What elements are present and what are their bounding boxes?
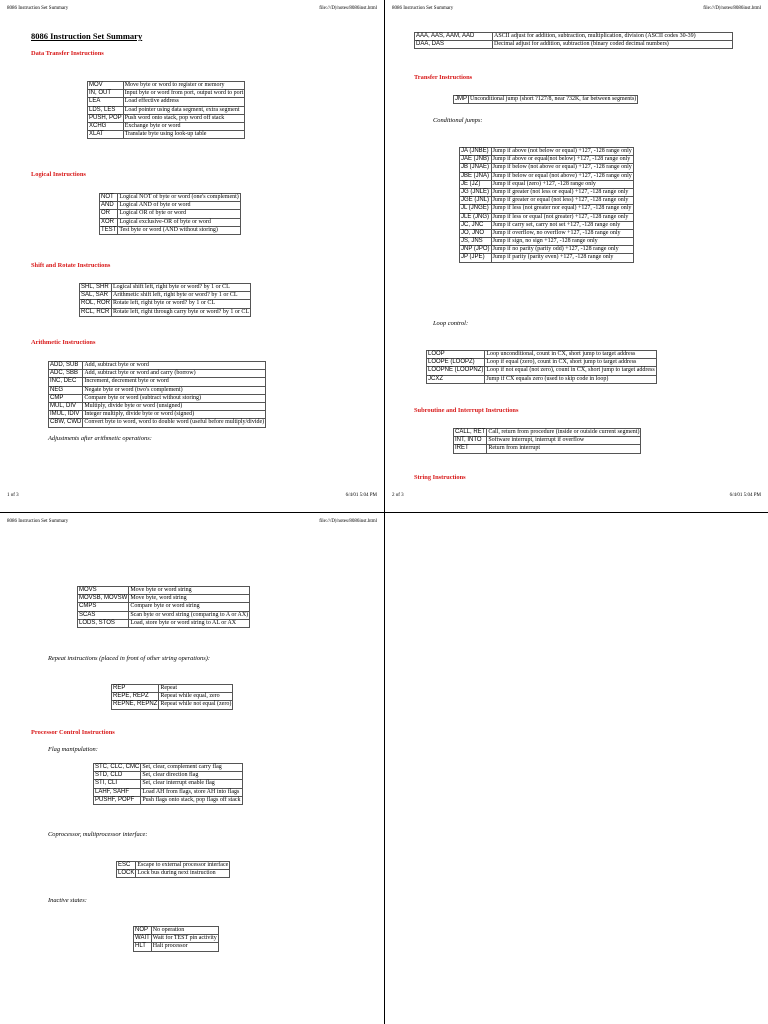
instruction-description: Test byte or word (AND without storing) — [118, 226, 240, 234]
table-row — [112, 701, 233, 709]
table-row — [415, 41, 733, 49]
instruction-mnemonic: NEG — [49, 386, 83, 394]
instruction-mnemonic: MOVS — [78, 587, 129, 595]
instruction-mnemonic: JG (JNLE) — [460, 188, 492, 196]
instruction-description: Jump if greater or equal (not less) +127, -128 range only — [491, 197, 633, 205]
table-row — [100, 210, 241, 218]
note-conditional: Conditional jumps: — [433, 117, 483, 124]
table-row — [94, 788, 243, 796]
table-row — [94, 764, 243, 772]
instruction-description: Negate byte or word (two's complement) — [83, 386, 266, 394]
page-footer-timestamp: 6/4/01 5:04 PM — [729, 493, 761, 498]
instruction-description: Translate byte using look-up table — [123, 131, 245, 139]
table-row — [88, 122, 245, 130]
instruction-mnemonic: MOV — [88, 82, 124, 90]
table-row — [460, 197, 634, 205]
section-heading-transfer: Transfer Instructions — [414, 74, 473, 81]
instruction-description: Jump if no parity (parity odd) +127, -128 range only — [491, 246, 633, 254]
table-row — [460, 238, 634, 246]
instruction-description: Rotate left, right byte or word? by 1 or CL — [112, 300, 251, 308]
instruction-description: Jump if CX equals zero (used to skip code in loop) — [485, 375, 656, 383]
instruction-description: Add, subtract byte or word — [83, 362, 266, 370]
table-row — [94, 796, 243, 804]
instruction-mnemonic: CMPS — [78, 603, 129, 611]
table-row — [460, 213, 634, 221]
table-row — [427, 367, 657, 375]
section-heading-string: String Instructions — [414, 474, 466, 481]
table-row — [94, 780, 243, 788]
instruction-description: Jump if greater (not less or equal) +127, -128 range only — [491, 188, 633, 196]
instruction-mnemonic: LOCK — [118, 870, 135, 877]
document-title: 8086 Instruction Set Summary — [31, 31, 143, 41]
table-row — [49, 394, 266, 402]
loop-table — [426, 350, 657, 384]
instruction-mnemonic: JA (JNBE) — [460, 148, 492, 156]
instruction-description: Increment, decrement byte or word — [83, 378, 266, 386]
page-footer-label: 2 of 3 — [392, 493, 404, 498]
jmp-table — [453, 95, 638, 104]
instruction-description: Halt processor — [151, 943, 218, 951]
instruction-description: Set, clear interrupt enable flag — [141, 780, 242, 788]
instruction-description: Logical AND of byte or word — [118, 202, 240, 210]
note-inactive: Inactive states: — [48, 897, 87, 904]
instruction-description: Jump if overflow, no overflow +127, -128 range only — [491, 229, 633, 237]
instruction-description: Jump if below or equal (not above) +127, -128 range only — [492, 172, 632, 179]
table-row — [88, 90, 245, 98]
table-row — [78, 587, 250, 595]
table-row — [427, 359, 657, 367]
instruction-description: Decimal adjust for addition, subtraction (binary coded decimal numbers) — [493, 41, 733, 49]
instruction-description: Call, return from procedure (inside or outside current segment) — [488, 429, 640, 435]
table-row — [78, 603, 250, 611]
instruction-description: Load, store byte or word string to AL or AX — [129, 619, 250, 627]
table-row — [49, 402, 266, 410]
table-row — [88, 114, 245, 122]
table-row — [49, 378, 266, 386]
instruction-mnemonic: LOOPE (LOOPZ) — [427, 359, 485, 367]
table-row — [49, 419, 266, 427]
instruction-mnemonic: MUL, DIV — [49, 402, 83, 410]
table-row — [460, 180, 634, 188]
table-row — [80, 292, 251, 300]
page-footer-label: 1 of 3 — [7, 493, 19, 498]
table-row — [454, 445, 641, 453]
instruction-mnemonic: CALL, RET — [455, 429, 486, 435]
instruction-description: Jump if above or equal(not below) +127, -128 range only — [491, 156, 633, 164]
instruction-description: Unconditional jump (short ?127/8, near ?32K, far between segments) — [470, 96, 637, 102]
table-row — [117, 862, 230, 870]
instruction-mnemonic: MOVSB, MOVSW — [79, 595, 128, 602]
instruction-description: Wait for TEST pin activity — [152, 935, 217, 942]
instruction-description: Repeat while equal, zero — [159, 693, 233, 701]
section-heading-shift-rotate: Shift and Rotate Instructions — [31, 262, 111, 269]
instruction-mnemonic: IMUL, IDIV — [49, 411, 83, 419]
table-row — [112, 685, 233, 693]
table-row — [134, 927, 219, 935]
table-row — [100, 194, 241, 202]
instruction-mnemonic: REP — [112, 685, 159, 693]
instruction-mnemonic: LDS, LES — [88, 106, 124, 114]
instruction-description: Jump if equal (zero) +127, -128 range only — [491, 180, 633, 188]
table-row — [427, 351, 657, 359]
instruction-description: Loop if not equal (not zero), count in CX, short jump to target address — [486, 367, 655, 374]
page-header-title: 8086 Instruction Set Summary — [7, 6, 69, 11]
page-1 — [0, 0, 384, 512]
instruction-description: Compare byte or word (subtract without storing) — [83, 394, 266, 402]
subroutine-table — [453, 428, 641, 454]
instruction-mnemonic: JMP — [455, 96, 467, 102]
page-2 — [384, 0, 768, 512]
table-row — [460, 164, 634, 172]
instruction-mnemonic: CBW, CWD — [50, 419, 82, 426]
instruction-mnemonic: PUSH, POP — [89, 114, 122, 121]
instruction-description: Jump if parity (parity even) +127, -128 range only — [491, 254, 633, 262]
instruction-mnemonic: XLAT — [88, 131, 124, 139]
table-row — [100, 226, 241, 234]
instruction-mnemonic: PUSHF, POPF — [94, 796, 141, 804]
section-heading-subroutine: Subroutine and Interrupt Instructions — [414, 407, 519, 414]
instruction-description: Set, clear direction flag — [141, 772, 242, 780]
page-footer-timestamp: 6/4/01 5:04 PM — [345, 493, 377, 498]
instruction-mnemonic: AND — [100, 202, 118, 210]
instruction-mnemonic: LOOPNE (LOOPNZ) — [428, 367, 484, 374]
section-heading-data-transfer: Data Transfer Instructions — [31, 50, 104, 57]
instruction-description: Jump if sign, no sign +127, -128 range only — [491, 238, 633, 246]
page-header-url: file:///D|/notes/8086inst.html — [703, 6, 761, 11]
table-row — [78, 619, 250, 627]
instruction-description: Software interrupt, interrupt if overflow — [487, 437, 641, 445]
instruction-mnemonic: INT, INTO — [454, 437, 487, 445]
instruction-mnemonic: OR — [100, 210, 118, 218]
instruction-mnemonic: IRET — [454, 445, 487, 453]
table-row — [460, 148, 634, 156]
instruction-mnemonic: SHL, SHR — [80, 284, 112, 292]
instruction-description: Move byte or word to register or memory — [123, 82, 245, 90]
instruction-mnemonic: JB (JNAE) — [460, 164, 492, 172]
instruction-mnemonic: LAHF, SAHF — [94, 788, 141, 796]
instruction-description: Logical shift left, right byte or word? by 1 or CL — [112, 284, 251, 292]
instruction-description: Logical NOT of byte or word (one's complement) — [119, 194, 239, 200]
note-loop: Loop control: — [433, 320, 469, 327]
instruction-description: Jump if carry set, carry not set +127, -128 range only — [491, 221, 633, 229]
instruction-description: Loop if equal (zero), count in CX, short jump to target address — [485, 359, 656, 367]
instruction-description: Loop unconditional, count in CX, short jump to target address — [485, 351, 656, 359]
inactive-table — [133, 926, 219, 952]
instruction-description: Convert byte to word, word to double word (useful before multiply/divide) — [84, 419, 265, 426]
table-row — [78, 611, 250, 619]
instruction-description: Load pointer using data segment, extra segment — [123, 106, 245, 114]
instruction-description: Repeat — [159, 685, 233, 693]
table-row — [454, 96, 638, 104]
adjust-table — [414, 32, 733, 49]
table-row — [88, 82, 245, 90]
instruction-description: Move byte or word string — [129, 587, 250, 595]
instruction-description: Set, clear, complement carry flag — [141, 764, 242, 772]
table-row — [100, 218, 241, 226]
instruction-mnemonic: INC, DEC — [49, 378, 83, 386]
coproc-table — [116, 861, 230, 878]
table-row — [134, 935, 219, 943]
instruction-description: Return from interrupt — [487, 445, 641, 453]
instruction-mnemonic: XCHG — [88, 122, 124, 130]
instruction-mnemonic: JO, JNO — [460, 229, 492, 237]
page-header-url: file:///D|/notes/8086inst.html — [319, 519, 377, 524]
instruction-description: Exchange byte or word — [123, 122, 245, 130]
instruction-mnemonic: RCL, RCR — [80, 308, 112, 316]
section-heading-processor: Processor Control Instructions — [31, 729, 115, 736]
table-row — [112, 693, 233, 701]
instruction-mnemonic: STC, CLC, CMC — [95, 764, 140, 770]
data-transfer-table — [87, 81, 245, 139]
instruction-description: Integer multiply, divide byte or word (signed) — [83, 411, 266, 419]
arithmetic-table — [48, 361, 266, 428]
instruction-mnemonic: CMP — [49, 394, 83, 402]
instruction-description: Logical exclusive-OR of byte or word — [118, 218, 240, 226]
instruction-mnemonic: JCXZ — [427, 375, 485, 383]
instruction-mnemonic: JBE (JNA) — [460, 172, 492, 180]
instruction-mnemonic: JNP (JPO) — [461, 246, 490, 253]
instruction-mnemonic: SCAS — [78, 611, 129, 619]
instruction-description: Jump if less or equal (not greater) +127, -128 range only — [491, 213, 633, 221]
table-row — [88, 106, 245, 114]
note-adjustments: Adjustments after arithmetic operations: — [48, 435, 152, 442]
instruction-mnemonic: XOR — [100, 218, 118, 226]
instruction-description: Jump if below (not above or equal) +127, -128 range only — [492, 164, 632, 171]
table-row — [460, 156, 634, 164]
table-row — [80, 284, 251, 292]
note-coproc: Coprocessor, multiprocessor interface: — [48, 831, 148, 838]
table-row — [49, 386, 266, 394]
instruction-description: Logical OR of byte or word — [118, 210, 240, 218]
instruction-mnemonic: LOOP — [427, 351, 485, 359]
page-header-title: 8086 Instruction Set Summary — [7, 519, 69, 524]
instruction-mnemonic: LODS, STOS — [78, 619, 129, 627]
instruction-mnemonic: JAE (JNB) — [460, 156, 492, 164]
logical-table — [99, 193, 241, 235]
instruction-description: No operation — [151, 927, 218, 935]
page-header-url: file:///D|/notes/8086inst.html — [319, 6, 377, 11]
instruction-mnemonic: WAIT — [135, 935, 150, 942]
instruction-description: Lock bus during next instruction — [136, 870, 230, 878]
instruction-description: Push word onto stack, pop word off stack — [123, 114, 245, 122]
table-row — [80, 308, 251, 316]
note-repeat: Repeat instructions (placed in front of other string operations): — [48, 655, 210, 662]
instruction-description: Input byte or word from port, output word to port — [124, 90, 244, 97]
table-row — [460, 246, 634, 254]
instruction-mnemonic: DAA, DAS — [415, 41, 493, 49]
section-heading-logical: Logical Instructions — [31, 171, 86, 178]
instruction-mnemonic: JS, JNS — [460, 238, 492, 246]
instruction-mnemonic: SAL, SAR — [80, 292, 112, 300]
repeat-table — [111, 684, 233, 710]
instruction-mnemonic: JLE (JNG) — [460, 213, 492, 221]
table-row — [94, 772, 243, 780]
instruction-mnemonic: JL (JNGE) — [460, 205, 492, 213]
instruction-description: Repeat while not equal (zero) — [160, 701, 232, 708]
instruction-description: Scan byte or word string (comparing to A or AX) — [130, 611, 249, 618]
flag-table — [93, 763, 243, 805]
instruction-mnemonic: HLT — [134, 943, 152, 951]
instruction-description: Push flags onto stack, pop flags off stack — [142, 796, 241, 803]
instruction-mnemonic: NOP — [134, 927, 152, 935]
table-row — [49, 411, 266, 419]
instruction-description: Arithmetic shift left, right byte or word? by 1 or CL — [112, 292, 251, 300]
table-row — [454, 429, 641, 437]
table-row — [49, 362, 266, 370]
instruction-mnemonic: JC, JNC — [460, 221, 492, 229]
instruction-mnemonic: JE (JZ) — [460, 180, 492, 188]
table-row — [460, 221, 634, 229]
page-header-title: 8086 Instruction Set Summary — [392, 6, 454, 11]
instruction-mnemonic: AAA, AAS, AAM, AAD — [415, 33, 493, 41]
instruction-description: Multiply, divide byte or word (unsigned) — [83, 402, 266, 410]
instruction-mnemonic: ESC — [117, 862, 136, 870]
table-row — [454, 437, 641, 445]
instruction-description: Jump if above (not below or equal) +127, -128 range only — [492, 148, 632, 154]
table-row — [100, 202, 241, 210]
table-row — [427, 375, 657, 383]
string-table — [77, 586, 250, 628]
table-row — [134, 943, 219, 951]
instruction-mnemonic: ROL, ROR — [81, 300, 111, 307]
instruction-mnemonic: STI, CLI — [94, 780, 141, 788]
table-row — [78, 595, 250, 603]
note-flag: Flag manipulation: — [48, 746, 98, 753]
instruction-description: Move byte, word string — [129, 595, 250, 603]
instruction-description: Load AH from flags, store AH into flags — [141, 788, 242, 796]
instruction-description: Jump if less (not greater nor equal) +127, -128 range only — [492, 205, 632, 212]
instruction-mnemonic: REPE, REPZ — [112, 693, 159, 701]
instruction-description: Load effective address — [123, 98, 245, 106]
instruction-mnemonic: JP (JPE) — [460, 254, 492, 262]
section-heading-arithmetic: Arithmetic Instructions — [31, 339, 96, 346]
instruction-mnemonic: NOT — [100, 194, 118, 202]
table-row — [117, 870, 230, 878]
instruction-description: Escape to external processor interface — [137, 862, 229, 868]
instruction-mnemonic: STD, CLD — [94, 772, 141, 780]
table-row — [460, 254, 634, 262]
instruction-mnemonic: IN, OUT — [88, 90, 124, 98]
shift-rotate-table — [79, 283, 251, 317]
table-row — [460, 172, 634, 180]
table-row — [460, 229, 634, 237]
table-row — [88, 98, 245, 106]
table-row — [415, 33, 733, 41]
conditional-jumps-table — [459, 147, 634, 263]
instruction-description: ASCII adjust for addition, subtraction, multiplication, division (ASCII codes 30-39) — [493, 33, 733, 41]
instruction-mnemonic: LEA — [88, 98, 124, 106]
instruction-mnemonic: ADD, SUB — [49, 362, 83, 370]
table-row — [49, 370, 266, 378]
table-row — [460, 205, 634, 213]
instruction-description: Rotate left, right through carry byte or word? by 1 or CL — [113, 308, 249, 315]
instruction-mnemonic: TEST — [101, 226, 117, 233]
page-3 — [0, 512, 384, 1024]
instruction-description: Add, subtract byte or word and carry (borrow) — [83, 370, 266, 378]
table-row — [460, 188, 634, 196]
table-row — [80, 300, 251, 308]
page-4-blank — [384, 512, 768, 1024]
instruction-description: Compare byte or word string — [129, 603, 250, 611]
instruction-mnemonic: ADC, SBB — [49, 370, 83, 378]
table-row — [88, 131, 245, 139]
instruction-mnemonic: REPNE, REPNZ — [113, 701, 158, 708]
instruction-mnemonic: JGE (JNL) — [460, 197, 492, 205]
